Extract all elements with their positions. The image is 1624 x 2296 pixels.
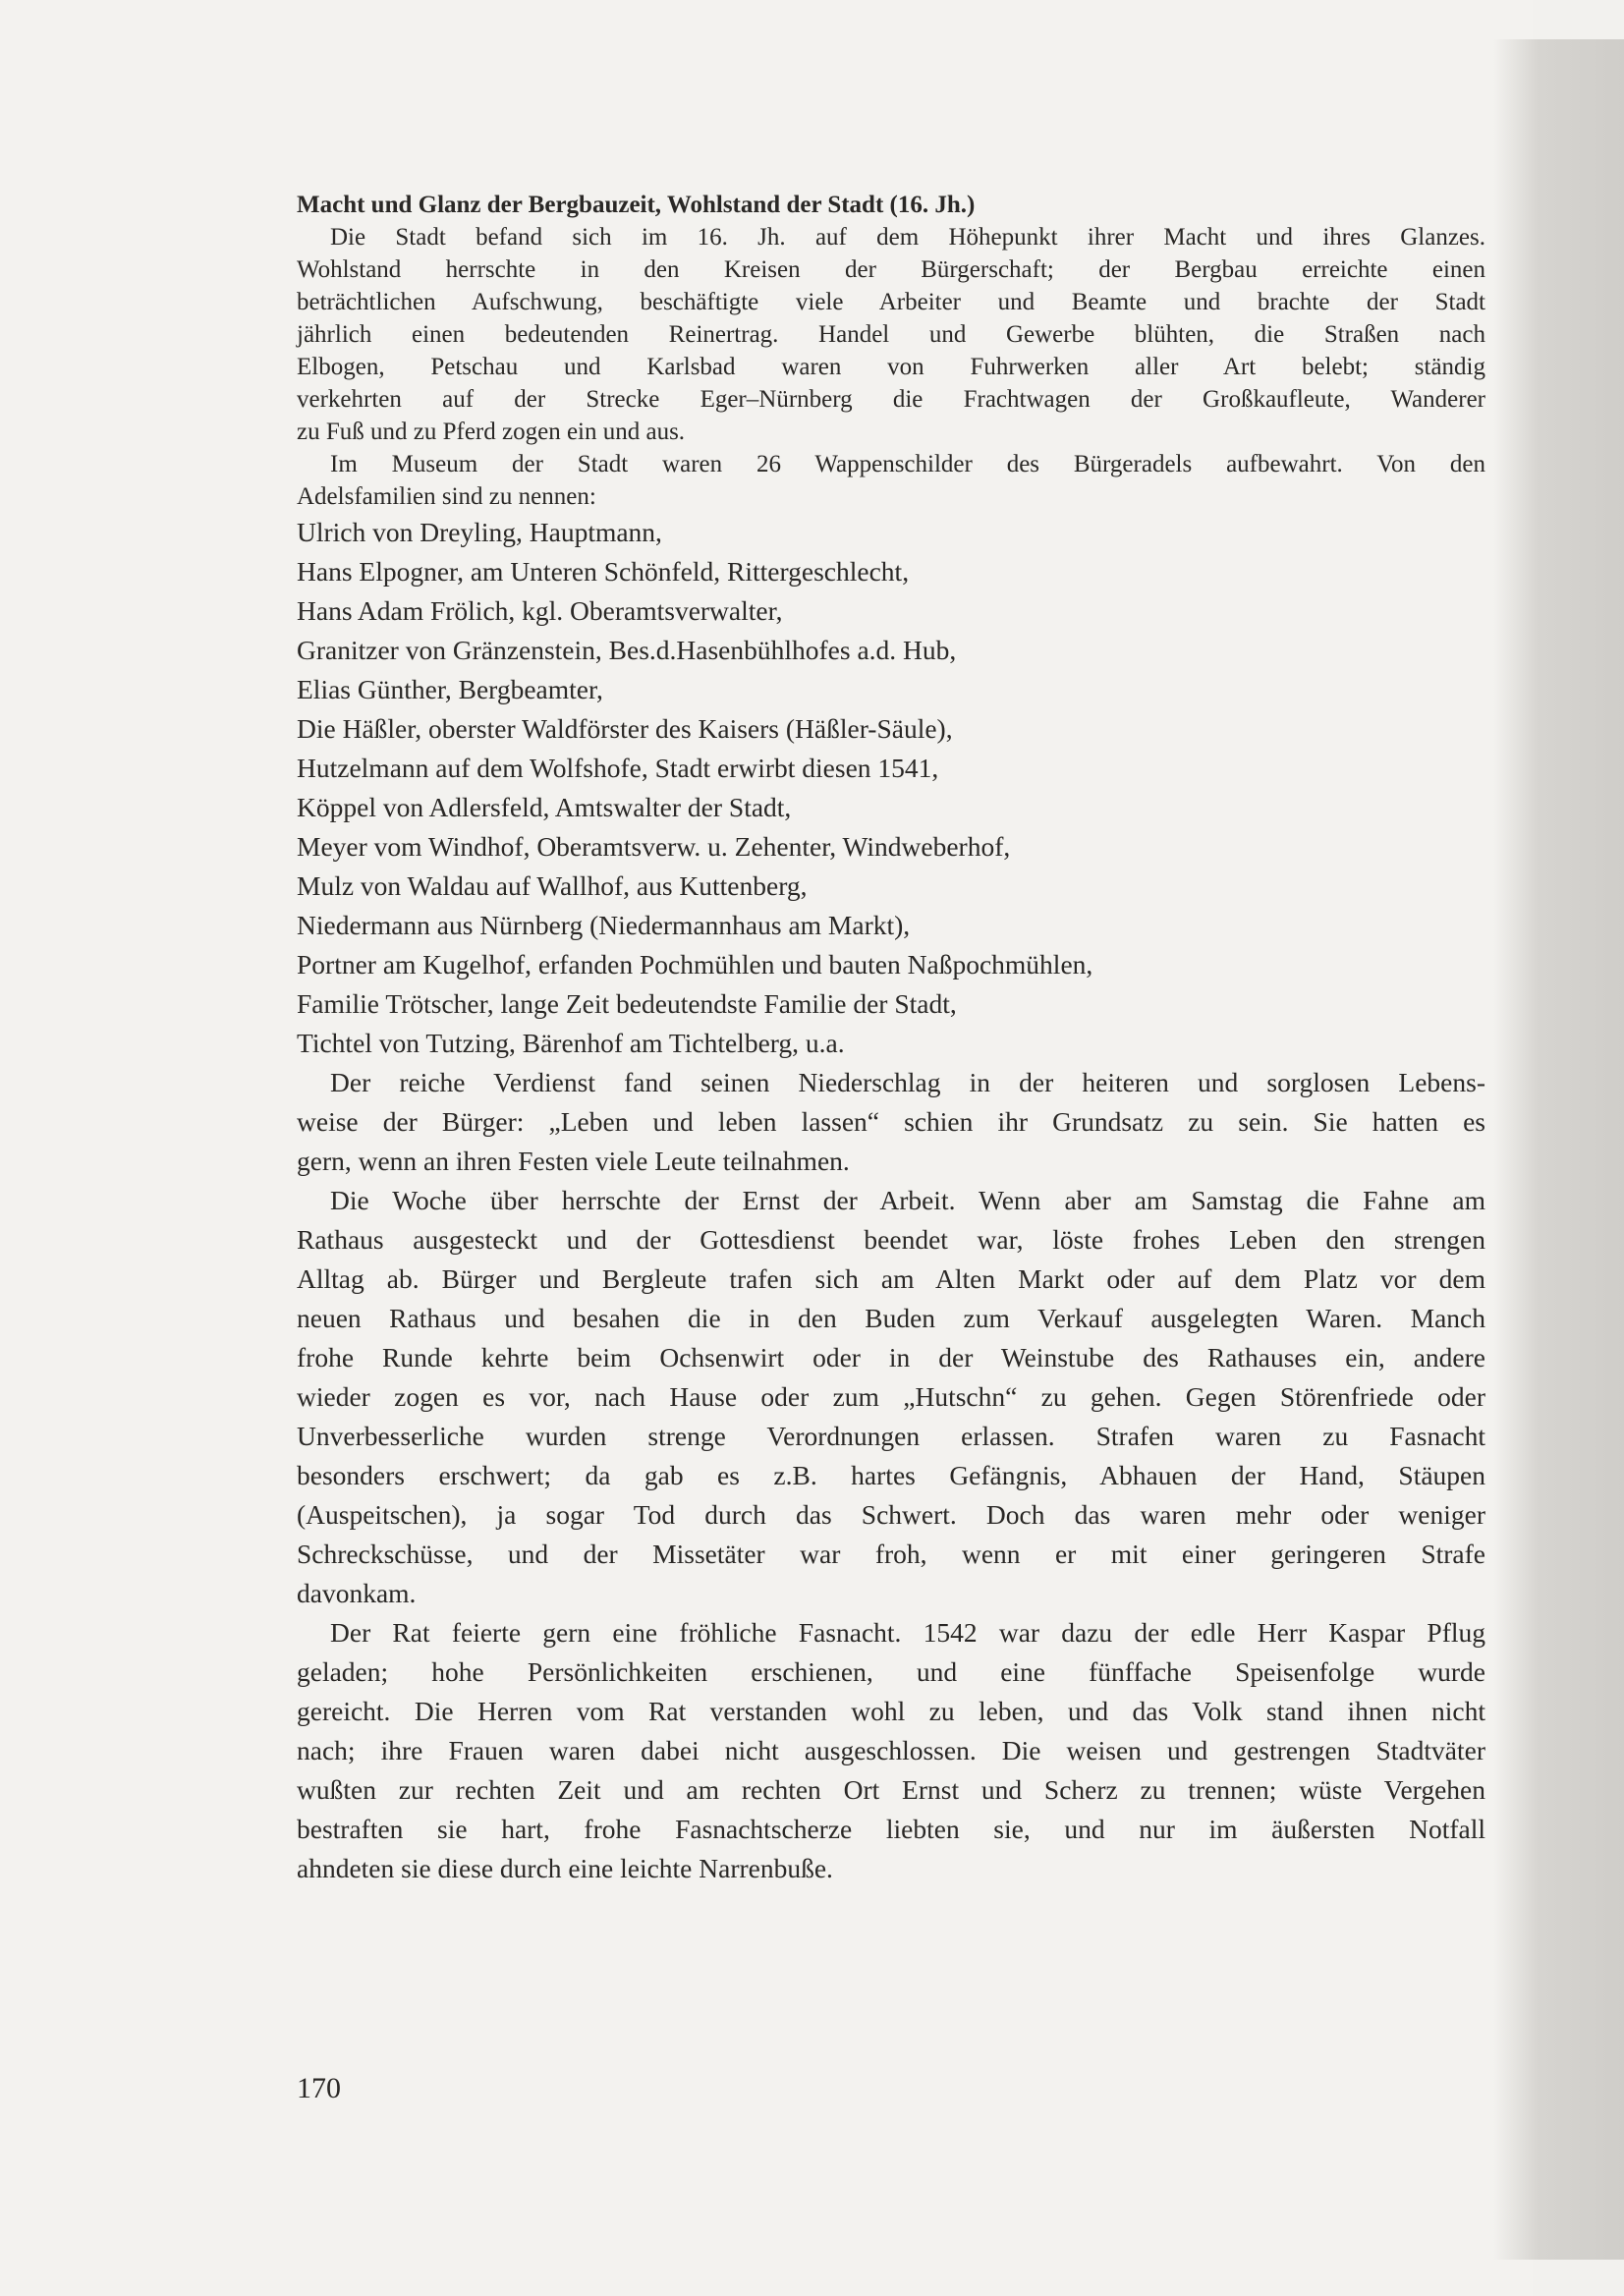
text-line: beträchtlichen Aufschwung, beschäftigte viele Arbeiter und Beamte und brachte der Stadt xyxy=(297,289,1485,315)
text-line: gern, wenn an ihren Festen viele Leute teilnahmen. xyxy=(297,1146,850,1176)
list-item: Elias Günther, Bergbeamter, xyxy=(297,674,603,704)
text-line: zu Fuß und zu Pferd zogen ein und aus. xyxy=(297,419,686,445)
text-line: Rathaus ausgesteckt und der Gottesdienst beendet war, löste frohes Leben den strengen xyxy=(297,1224,1485,1255)
list-item: Portner am Kugelhof, erfanden Pochmühlen und bauten Naßpochmühlen, xyxy=(297,949,1093,980)
text-line: besonders erschwert; da gab es z.B. hartes Gefängnis, Abhauen der Hand, Stäupen xyxy=(297,1460,1485,1490)
text-line: Alltag ab. Bürger und Bergleute trafen sich am Alten Markt oder auf dem Platz vor dem xyxy=(297,1263,1485,1294)
page-edge-shadow xyxy=(1493,39,1624,2260)
paragraph-1 xyxy=(297,221,1485,448)
list-item: Familie Trötscher, lange Zeit bedeutendste Familie der Stadt, xyxy=(297,988,957,1019)
text-line: Elbogen, Petschau und Karlsbad waren von Fuhrwerken aller Art belebt; ständig xyxy=(297,354,1485,380)
text-line: neuen Rathaus und besahen die in den Buden zum Verkauf ausgelegten Waren. Manch xyxy=(297,1303,1485,1333)
text-line: verkehrten auf der Strecke Eger–Nürnberg die Frachtwagen der Großkaufleute, Wanderer xyxy=(297,386,1485,413)
text-line: Schreckschüsse, und der Missetäter war froh, wenn er mit einer geringeren Strafe xyxy=(297,1539,1485,1569)
list-item: Niedermann aus Nürnberg (Niedermannhaus am Markt), xyxy=(297,910,911,940)
paragraph-5 xyxy=(297,1613,1485,1888)
list-item: Mulz von Waldau auf Wallhof, aus Kuttenberg, xyxy=(297,870,808,901)
text-line: wieder zogen es vor, nach Hause oder zum „Hutschn“ zu gehen. Gegen Störenfriede oder xyxy=(297,1381,1485,1412)
text-line: Der reiche Verdienst fand seinen Niederschlag in der heiteren und sorglosen Lebens- xyxy=(330,1067,1485,1097)
text-line: geladen; hohe Persönlichkeiten erschienen, und eine fünffache Speisenfolge wurde xyxy=(297,1656,1485,1687)
text-line: Die Woche über herrschte der Ernst der Arbeit. Wenn aber am Samstag die Fahne am xyxy=(330,1185,1485,1215)
page-number: 170 xyxy=(297,2072,341,2104)
text-line: frohe Runde kehrte beim Ochsenwirt oder in der Weinstube des Rathauses ein, andere xyxy=(297,1342,1485,1372)
text-line: weise der Bürger: „Leben und leben lassen“ schien ihr Grundsatz zu sein. Sie hatten es xyxy=(297,1106,1485,1137)
list-item: Die Häßler, oberster Waldförster des Kaisers (Häßler-Säule), xyxy=(297,713,953,744)
text-line: Wohlstand herrschte in den Kreisen der Bürgerschaft; der Bergbau erreichte einen xyxy=(297,256,1485,283)
text-line: Die Stadt befand sich im 16. Jh. auf dem Höhepunkt ihrer Macht und ihres Glanzes. xyxy=(330,224,1485,251)
paragraph-2 xyxy=(297,448,1485,513)
text-line: Unverbesserliche wurden strenge Verordnungen erlassen. Strafen waren zu Fasnacht xyxy=(297,1421,1485,1451)
text-line: bestraften sie hart, frohe Fasnachtscherze liebten sie, und nur im äußersten Notfall xyxy=(297,1814,1485,1844)
list-item: Köppel von Adlersfeld, Amtswalter der Stadt, xyxy=(297,792,792,822)
paragraph-3 xyxy=(297,1063,1485,1181)
paragraph-4 xyxy=(297,1181,1485,1613)
text-line: wußten zur rechten Zeit und am rechten Ort Ernst und Scherz zu trennen; wüste Vergehen xyxy=(297,1774,1485,1805)
noble-families-list xyxy=(297,513,1485,1063)
list-item: Tichtel von Tutzing, Bärenhof am Tichtelberg, u.a. xyxy=(297,1028,845,1058)
text-line: gereicht. Die Herren vom Rat verstanden wohl zu leben, und das Volk stand ihnen nicht xyxy=(297,1696,1485,1726)
text-line: jährlich einen bedeutenden Reinertrag. Handel und Gewerbe blühten, die Straßen nach xyxy=(297,321,1485,348)
list-item: Hans Adam Frölich, kgl. Oberamtsverwalter, xyxy=(297,595,783,626)
section-heading: Macht und Glanz der Bergbauzeit, Wohlstand der Stadt (16. Jh.) xyxy=(297,192,976,218)
list-item: Meyer vom Windhof, Oberamtsverw. u. Zehenter, Windweberhof, xyxy=(297,831,1011,862)
list-item: Granitzer von Gränzenstein, Bes.d.Hasenbühlhofes a.d. Hub, xyxy=(297,635,957,665)
text-line: davonkam. xyxy=(297,1578,417,1608)
text-line: Im Museum der Stadt waren 26 Wappenschilder des Bürgeradels aufbewahrt. Von den xyxy=(330,451,1485,477)
list-item: Hans Elpogner, am Unteren Schönfeld, Rittergeschlecht, xyxy=(297,556,910,587)
text-block xyxy=(297,189,1485,1888)
text-line: ahndeten sie diese durch eine leichte Narrenbuße. xyxy=(297,1853,833,1883)
list-item: Ulrich von Dreyling, Hauptmann, xyxy=(297,517,662,547)
text-line: Der Rat feierte gern eine fröhliche Fasnacht. 1542 war dazu der edle Herr Kaspar Pflug xyxy=(330,1617,1485,1648)
text-line: (Auspeitschen), ja sogar Tod durch das Schwert. Doch das waren mehr oder weniger xyxy=(297,1499,1485,1530)
text-line: Adelsfamilien sind zu nennen: xyxy=(297,483,596,510)
list-item: Hutzelmann auf dem Wolfshofe, Stadt erwirbt diesen 1541, xyxy=(297,753,939,783)
text-line: nach; ihre Frauen waren dabei nicht ausgeschlossen. Die weisen und gestrengen Stadtväter xyxy=(297,1735,1485,1765)
